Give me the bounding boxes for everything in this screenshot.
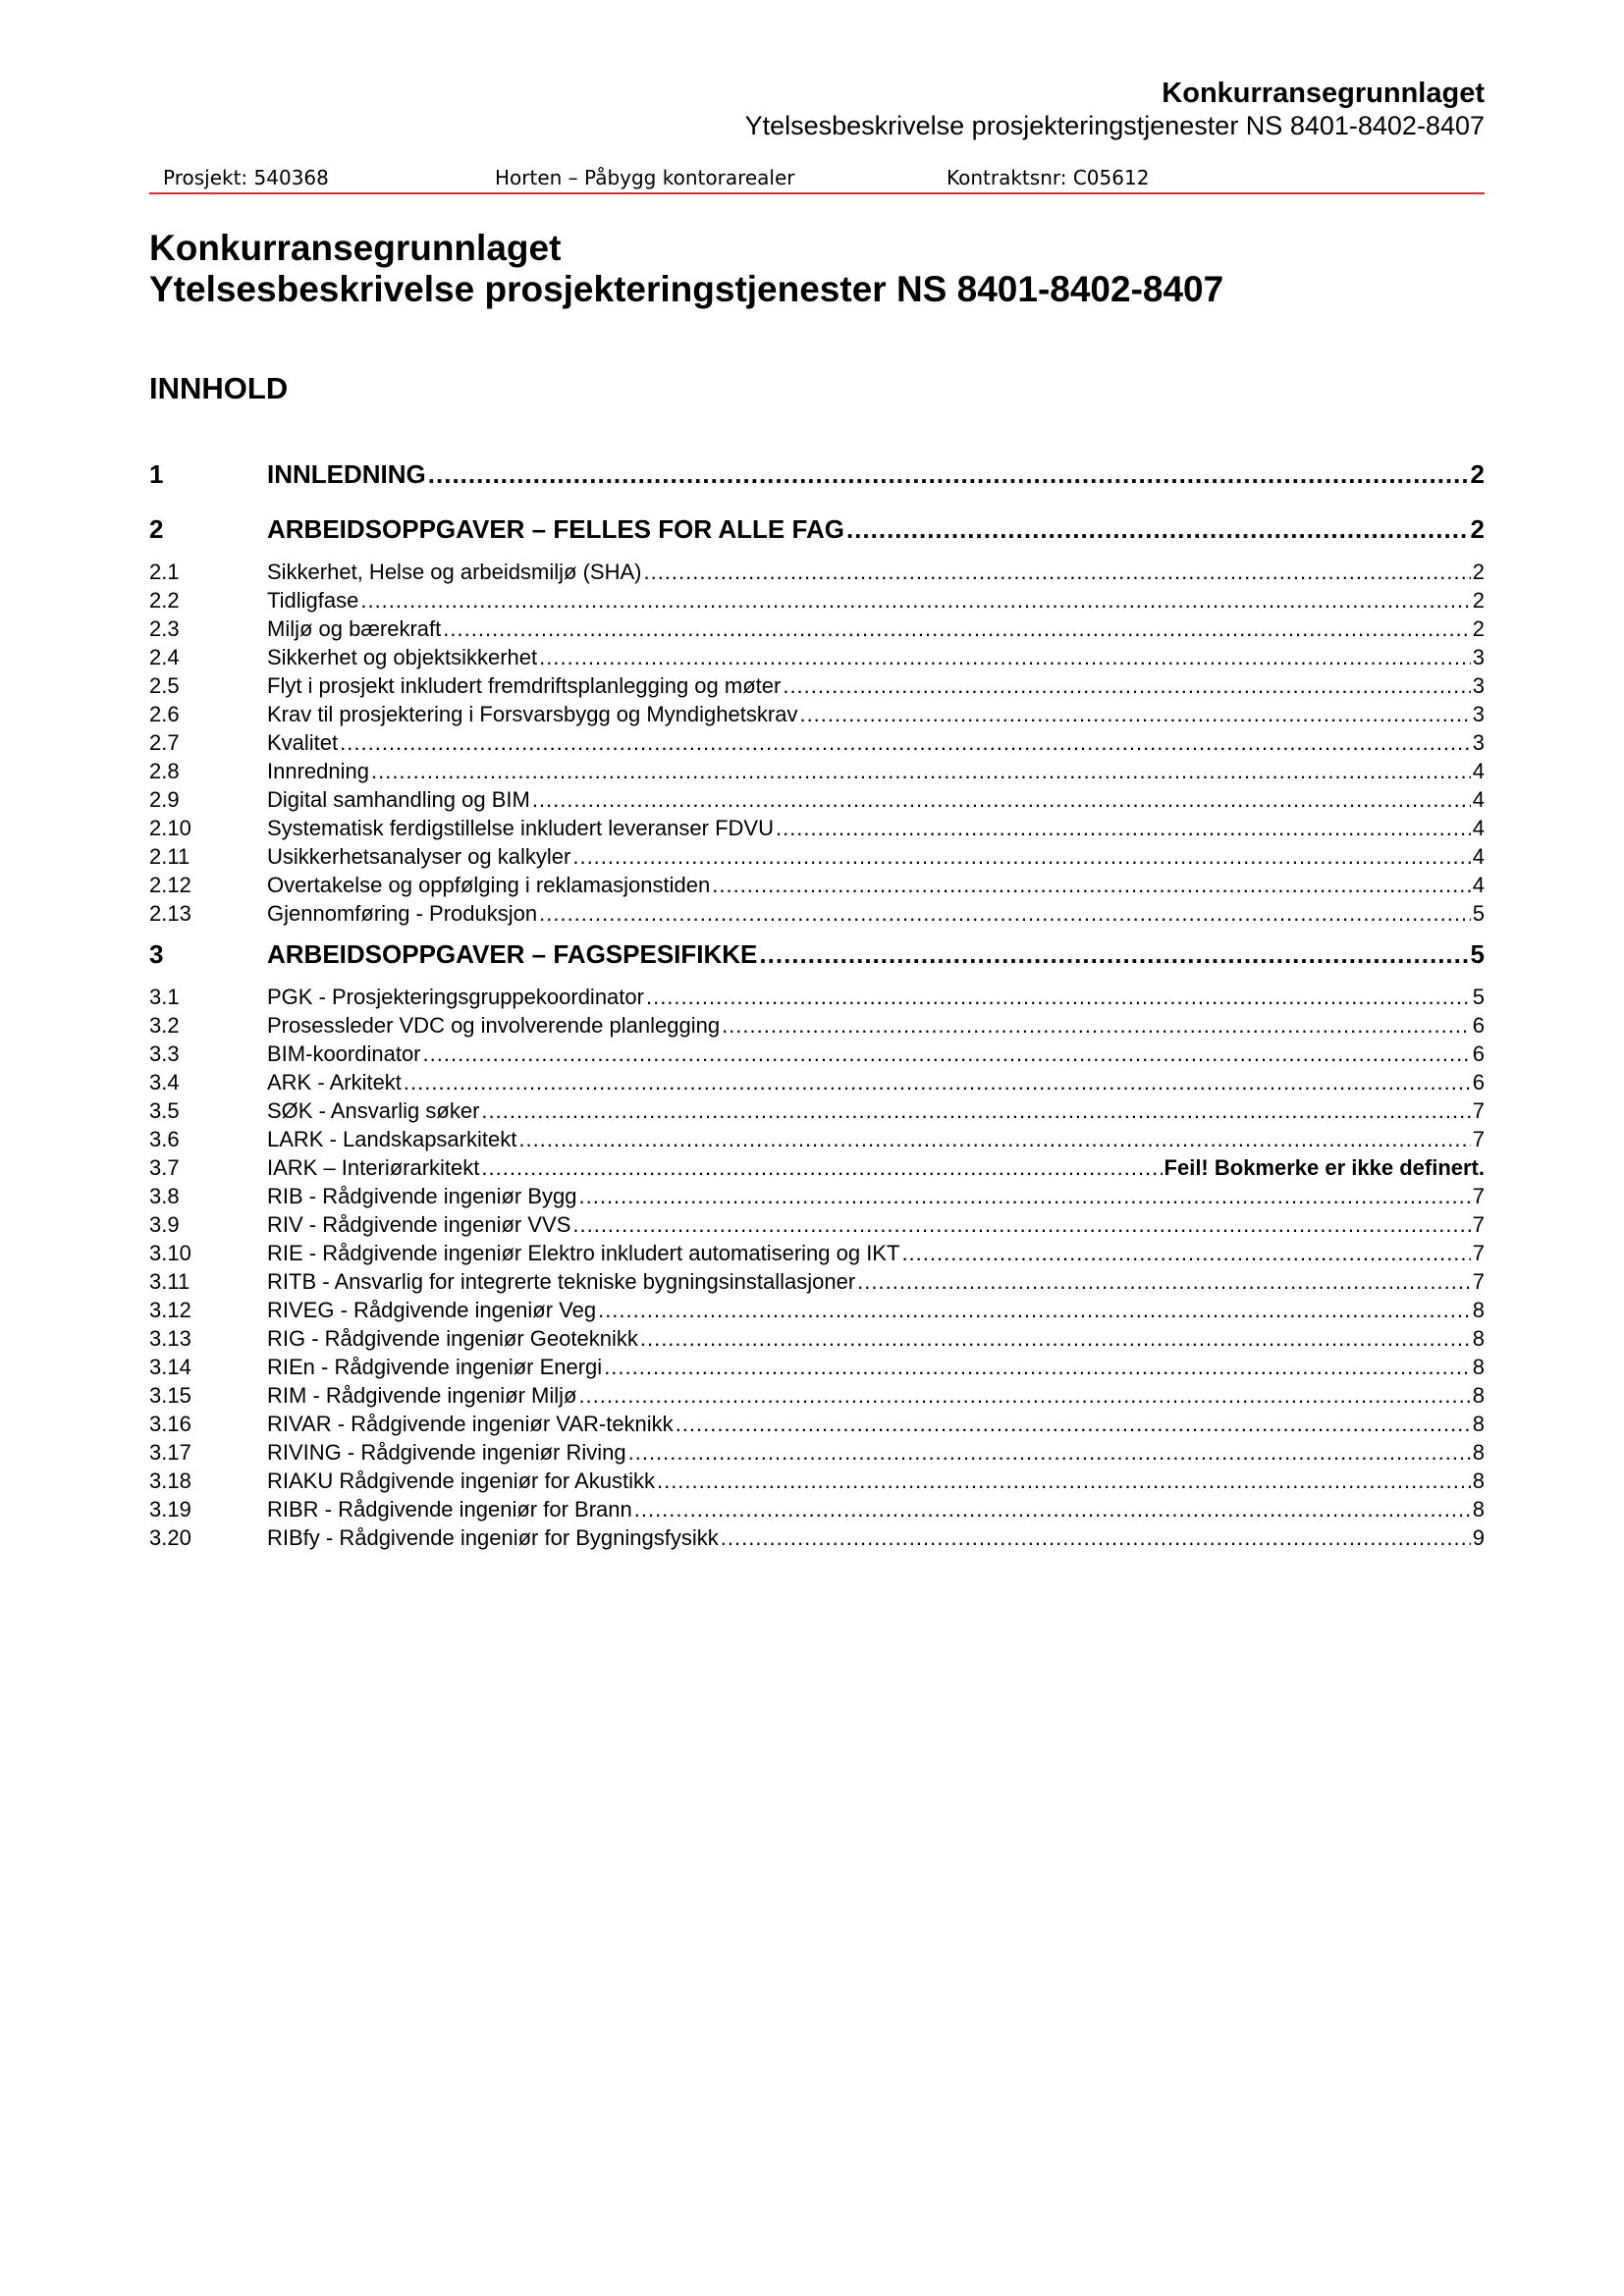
toc-entry-title: LARK - Landskapsarkitekt <box>267 1127 517 1151</box>
toc-entry-page: 7 <box>1472 1212 1485 1237</box>
running-header-subtitle: Ytelsesbeskrivelse prosjekteringstjenester NS 8401-8402-8407 <box>744 111 1485 140</box>
toc-entry-number: 2.7 <box>149 730 180 755</box>
toc-entry-title: RIVING - Rådgivende ingeniør Riving <box>267 1440 626 1465</box>
toc-entry-page: 3 <box>1472 702 1485 726</box>
toc-entry[interactable] <box>149 1011 1485 1040</box>
toc-entry-title: Sikkerhet og objektsikkerhet <box>267 645 538 669</box>
running-header <box>745 77 1485 141</box>
toc-entry-title: RIB - Rådgivende ingeniør Bygg <box>267 1184 577 1208</box>
toc-entry[interactable] <box>149 1381 1485 1410</box>
toc-entry-number: 3.14 <box>149 1355 191 1379</box>
toc-entry-title: RITB - Ansvarlig for integrerte tekniske bygningsinstallasjoner <box>267 1269 856 1294</box>
toc-dot-leader <box>481 1153 1162 1182</box>
toc-entry-title: RIE - Rådgivende ingeniør Elektro inkludert automatisering og IKT <box>267 1241 900 1265</box>
toc-entry-page: 8 <box>1472 1497 1485 1522</box>
toc-dot-leader <box>443 614 1470 643</box>
toc-entry-title: Usikkerhetsanalyser og kalkyler <box>267 844 571 869</box>
toc-dot-leader <box>598 1296 1471 1324</box>
toc-entry[interactable] <box>149 785 1485 814</box>
toc-entry-page: 5 <box>1472 901 1485 926</box>
toc-entry-title: IARK – Interiørarkitekt <box>267 1155 480 1180</box>
toc-entry-number: 2.4 <box>149 645 180 669</box>
toc-entry[interactable] <box>149 1324 1485 1353</box>
toc-entry-page: 4 <box>1472 759 1485 783</box>
toc-entry-title: Sikkerhet, Helse og arbeidsmiljø (SHA) <box>267 560 642 584</box>
toc-dot-leader <box>360 586 1470 614</box>
toc-dot-leader <box>481 1096 1470 1125</box>
toc-entry-number: 3.16 <box>149 1412 191 1436</box>
toc-entry-page: 5 <box>1470 939 1485 969</box>
toc-entry[interactable] <box>149 457 1485 503</box>
toc-entry-page: 7 <box>1472 1127 1485 1151</box>
toc-dot-leader <box>371 757 1471 785</box>
toc-entry-title: Flyt i prosjekt inkludert fremdriftsplanlegging og møter <box>267 673 782 698</box>
toc-entry-number: 2.2 <box>149 588 180 613</box>
toc-dot-leader <box>776 814 1471 842</box>
toc-entry-number: 3.13 <box>149 1326 191 1351</box>
toc-entry[interactable] <box>149 1125 1485 1153</box>
toc-entry-title: ARK - Arkitekt <box>267 1070 402 1095</box>
toc-entry-title: PGK - Prosjekteringsgruppekoordinator <box>267 985 644 1009</box>
toc-entry[interactable] <box>149 728 1485 757</box>
toc-entry-page: 4 <box>1472 816 1485 840</box>
toc-entry-number: 2.10 <box>149 816 191 840</box>
toc-entry[interactable] <box>149 1438 1485 1467</box>
toc-entry-title: Tidligfase <box>267 588 359 613</box>
toc-entry-number: 3.3 <box>149 1041 180 1066</box>
toc-entry-title: Krav til prosjektering i Forsvarsbygg og Myndighetskrav <box>267 702 798 726</box>
toc-entry-page: 2 <box>1472 588 1485 613</box>
toc-entry-title: SØK - Ansvarlig søker <box>267 1098 480 1123</box>
toc-entry-number: 3.8 <box>149 1184 180 1208</box>
toc-entry-page: 3 <box>1472 730 1485 755</box>
contract-number: Kontraktsnr: C05612 <box>947 166 1150 189</box>
toc-entry[interactable] <box>149 1210 1485 1239</box>
toc-entry-title: Digital samhandling og BIM <box>267 787 530 812</box>
toc-entry[interactable] <box>149 1153 1485 1182</box>
toc-entry[interactable] <box>149 1096 1485 1125</box>
toc-entry-title: RIV - Rådgivende ingeniør VVS <box>267 1212 571 1237</box>
document-title-line-2: Ytelsesbeskrivelse prosjekteringstjenester NS 8401-8402-8407 <box>149 269 1224 309</box>
toc-entry-title: RIM - Rådgivende ingeniør Miljø <box>267 1383 577 1408</box>
toc-entry-number: 3.11 <box>149 1269 190 1294</box>
toc-entry-number: 3.1 <box>149 985 180 1009</box>
toc-entry-page: 3 <box>1472 645 1485 669</box>
toc-entry-page: 5 <box>1472 985 1485 1009</box>
toc-entry-page: 2 <box>1470 459 1485 489</box>
toc-entry[interactable] <box>149 899 1485 928</box>
toc-entry-title: ARBEIDSOPPGAVER – FELLES FOR ALLE FAG <box>267 514 844 544</box>
toc-entry-page: 6 <box>1472 1070 1485 1095</box>
toc-dot-leader <box>423 1040 1471 1068</box>
toc-entry-page: 8 <box>1472 1383 1485 1408</box>
toc-entry[interactable] <box>149 871 1485 899</box>
toc-entry-number: 2.11 <box>149 844 190 869</box>
toc-entry-page: 7 <box>1472 1269 1485 1294</box>
toc-entry[interactable] <box>149 586 1485 614</box>
toc-entry-title: RIG - Rådgivende ingeniør Geoteknikk <box>267 1326 638 1351</box>
toc-entry-page: 8 <box>1472 1440 1485 1465</box>
toc-entry-page: 7 <box>1472 1184 1485 1208</box>
toc-entry-number: 2.3 <box>149 616 180 641</box>
toc-entry[interactable] <box>149 1296 1485 1324</box>
toc-entry[interactable] <box>149 1523 1485 1552</box>
toc-entry-page: 9 <box>1472 1525 1485 1550</box>
toc-entry[interactable] <box>149 1495 1485 1523</box>
document-title <box>149 228 1223 310</box>
toc-entry-page: 7 <box>1472 1241 1485 1265</box>
project-name: Horten – Påbygg kontorarealer <box>495 166 795 189</box>
toc-entry-title: Innredning <box>267 759 369 783</box>
toc-entry-page: 2 <box>1472 560 1485 584</box>
toc-entry-title: Prosessleder VDC og involverende planlegging <box>267 1013 721 1038</box>
toc-dot-leader <box>532 785 1471 814</box>
toc-entry-title: ARBEIDSOPPGAVER – FAGSPESIFIKKE <box>267 939 758 969</box>
toc-entry-number: 3.19 <box>149 1497 191 1522</box>
toc-entry-number: 3.15 <box>149 1383 191 1408</box>
toc-entry-title: RIVEG - Rådgivende ingeniør Veg <box>267 1298 597 1322</box>
toc-entry-title: Overtakelse og oppfølging i reklamasjonstiden <box>267 873 711 897</box>
toc-entry-number: 3.5 <box>149 1098 180 1123</box>
toc-entry[interactable] <box>149 512 1485 558</box>
toc-entry-number: 3.10 <box>149 1241 191 1265</box>
table-of-contents <box>149 457 1485 1552</box>
toc-entry-title: Kvalitet <box>267 730 339 755</box>
running-header-title: Konkurransegrunnlaget <box>1162 78 1485 109</box>
toc-entry-number: 3.7 <box>149 1155 180 1180</box>
toc-entry-number: 3.2 <box>149 1013 180 1038</box>
toc-entry-page: Feil! Bokmerke er ikke definert. <box>1164 1155 1485 1180</box>
toc-entry-page: 2 <box>1470 514 1485 544</box>
toc-dot-leader <box>539 899 1471 928</box>
toc-entry[interactable] <box>149 842 1485 871</box>
toc-dot-leader <box>340 728 1471 757</box>
toc-entry-title: RIEn - Rådgivende ingeniør Energi <box>267 1355 603 1379</box>
toc-dot-leader <box>572 1210 1470 1239</box>
toc-entry-page: 2 <box>1472 616 1485 641</box>
toc-dot-leader <box>657 1467 1471 1495</box>
toc-entry-title: Miljø og bærekraft <box>267 616 442 641</box>
toc-entry-page: 8 <box>1472 1298 1485 1322</box>
toc-entry-title: RIBfy - Rådgivende ingeniør for Bygningsfysikk <box>267 1525 719 1550</box>
toc-entry-number: 2.12 <box>149 873 191 897</box>
toc-entry-page: 8 <box>1472 1326 1485 1351</box>
toc-entry-page: 7 <box>1472 1098 1485 1123</box>
toc-entry-page: 4 <box>1472 787 1485 812</box>
toc-dot-leader <box>428 457 1469 491</box>
toc-entry-number: 2.1 <box>149 560 180 584</box>
toc-entry-number: 2.13 <box>149 901 191 926</box>
toc-entry-number: 2 <box>149 514 164 544</box>
toc-dot-leader <box>634 1495 1471 1523</box>
toc-entry-page: 8 <box>1472 1412 1485 1436</box>
toc-entry-number: 3.12 <box>149 1298 191 1322</box>
toc-entry-number: 3.9 <box>149 1212 180 1237</box>
toc-entry[interactable] <box>149 700 1485 728</box>
toc-dot-leader <box>578 1381 1470 1410</box>
document-title-line-1: Konkurransegrunnlaget <box>149 228 562 268</box>
toc-entry-number: 2.5 <box>149 673 180 698</box>
toc-dot-leader <box>643 558 1470 586</box>
toc-entry-number: 1 <box>149 459 164 489</box>
toc-entry[interactable] <box>149 1040 1485 1068</box>
toc-dot-leader <box>539 643 1471 671</box>
toc-entry[interactable] <box>149 1410 1485 1438</box>
toc-entry-number: 3.4 <box>149 1070 180 1095</box>
toc-entry-page: 6 <box>1472 1013 1485 1038</box>
toc-entry[interactable] <box>149 1239 1485 1267</box>
toc-dot-leader <box>572 842 1470 871</box>
toc-dot-leader <box>676 1410 1471 1438</box>
toc-dot-leader <box>722 1011 1471 1040</box>
toc-entry-title: Systematisk ferdigstillelse inkludert leveranser FDVU <box>267 816 774 840</box>
toc-entry-page: 8 <box>1472 1468 1485 1493</box>
toc-entry-number: 3 <box>149 939 164 969</box>
toc-entry-title: RIAKU Rådgivende ingeniør for Akustikk <box>267 1468 655 1493</box>
toc-entry-page: 8 <box>1472 1355 1485 1379</box>
toc-dot-leader <box>579 1182 1471 1210</box>
toc-entry[interactable] <box>149 558 1485 586</box>
toc-entry-number: 2.8 <box>149 759 180 783</box>
toc-entry-page: 4 <box>1472 873 1485 897</box>
toc-entry-title: RIVAR - Rådgivende ingeniør VAR-teknikk <box>267 1412 674 1436</box>
toc-entry[interactable] <box>149 671 1485 700</box>
toc-dot-leader <box>646 983 1471 1011</box>
toc-dot-leader <box>901 1239 1470 1267</box>
toc-entry-page: 6 <box>1472 1041 1485 1066</box>
toc-dot-leader <box>628 1438 1471 1467</box>
toc-entry-title: INNLEDNING <box>267 459 426 489</box>
toc-dot-leader <box>857 1267 1471 1296</box>
toc-dot-leader <box>640 1324 1471 1353</box>
toc-entry[interactable] <box>149 1068 1485 1096</box>
toc-entry-page: 3 <box>1472 673 1485 698</box>
toc-entry[interactable] <box>149 757 1485 785</box>
toc-dot-leader <box>712 871 1471 899</box>
toc-dot-leader <box>604 1353 1471 1381</box>
toc-entry[interactable] <box>149 814 1485 842</box>
toc-entry[interactable] <box>149 1182 1485 1210</box>
toc-dot-leader <box>783 671 1470 700</box>
toc-dot-leader <box>721 1523 1471 1552</box>
toc-entry[interactable] <box>149 614 1485 643</box>
toc-entry-number: 2.6 <box>149 702 180 726</box>
toc-entry-title: BIM-koordinator <box>267 1041 421 1066</box>
project-number: Prosjekt: 540368 <box>163 166 329 189</box>
toc-entry[interactable] <box>149 1467 1485 1495</box>
toc-entry[interactable] <box>149 1353 1485 1381</box>
toc-entry[interactable] <box>149 643 1485 671</box>
toc-heading: INNHOLD <box>149 371 289 405</box>
toc-entry-number: 2.9 <box>149 787 180 812</box>
toc-entry-title: RIBR - Rådgivende ingeniør for Brann <box>267 1497 632 1522</box>
toc-entry-number: 3.18 <box>149 1468 191 1493</box>
toc-entry[interactable] <box>149 983 1485 1011</box>
toc-dot-leader <box>846 512 1469 546</box>
toc-dot-leader <box>759 937 1468 971</box>
toc-entry-number: 3.17 <box>149 1440 191 1465</box>
toc-entry-number: 3.20 <box>149 1525 191 1550</box>
toc-entry-page: 4 <box>1472 844 1485 869</box>
toc-entry[interactable] <box>149 937 1485 983</box>
toc-entry-title: Gjennomføring - Produksjon <box>267 901 538 926</box>
toc-dot-leader <box>518 1125 1470 1153</box>
toc-dot-leader <box>404 1068 1471 1096</box>
toc-entry[interactable] <box>149 1267 1485 1296</box>
project-meta-row <box>149 163 1485 194</box>
toc-dot-leader <box>799 700 1470 728</box>
toc-entry-number: 3.6 <box>149 1127 180 1151</box>
